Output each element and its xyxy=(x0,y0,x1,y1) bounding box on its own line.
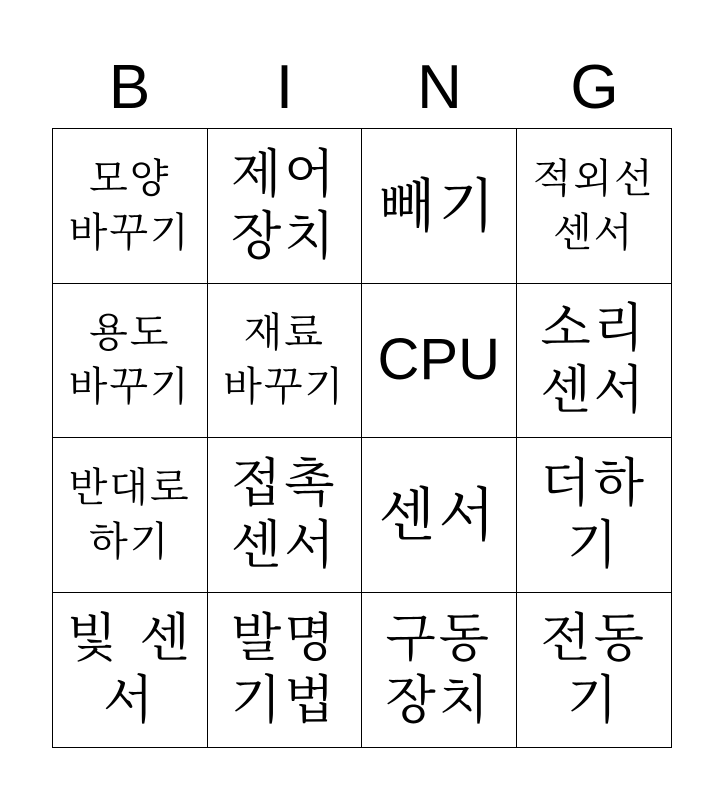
bingo-cell[interactable]: 소리 센서 xyxy=(517,284,672,439)
bingo-cell[interactable]: 모양 바꾸기 xyxy=(53,129,208,284)
bingo-cell[interactable]: 전동 기 xyxy=(540,608,647,731)
bingo-cell[interactable]: 적외선 센서 xyxy=(517,129,672,284)
header-letter-n: N xyxy=(417,53,462,122)
bingo-cell[interactable]: 빛 센 서 xyxy=(53,593,208,748)
bingo-header xyxy=(52,48,672,128)
bingo-cell[interactable]: 센서 xyxy=(362,438,517,593)
bingo-cell[interactable]: 재료 바꾸기 xyxy=(208,284,363,439)
header-letter-g: G xyxy=(570,53,619,122)
bingo-cell[interactable]: 더하 기 xyxy=(517,438,672,593)
bingo-cell[interactable]: 반대로 하기 xyxy=(53,438,208,593)
bingo-cell[interactable]: 용도 바꾸기 xyxy=(53,284,208,439)
bingo-cell[interactable]: CPU xyxy=(362,284,517,439)
bingo-cell[interactable]: 접촉 센서 xyxy=(208,438,363,593)
bingo-cell[interactable]: 제어 장치 xyxy=(208,129,363,284)
header-letter-i: I xyxy=(275,53,294,122)
header-letter-b: B xyxy=(108,53,151,122)
bingo-cell[interactable]: 구동 장치 xyxy=(362,593,517,748)
bingo-cell[interactable]: 빼기 xyxy=(362,129,517,284)
bingo-grid xyxy=(52,128,672,748)
bingo-cell[interactable]: 발명 기법 xyxy=(208,593,363,748)
